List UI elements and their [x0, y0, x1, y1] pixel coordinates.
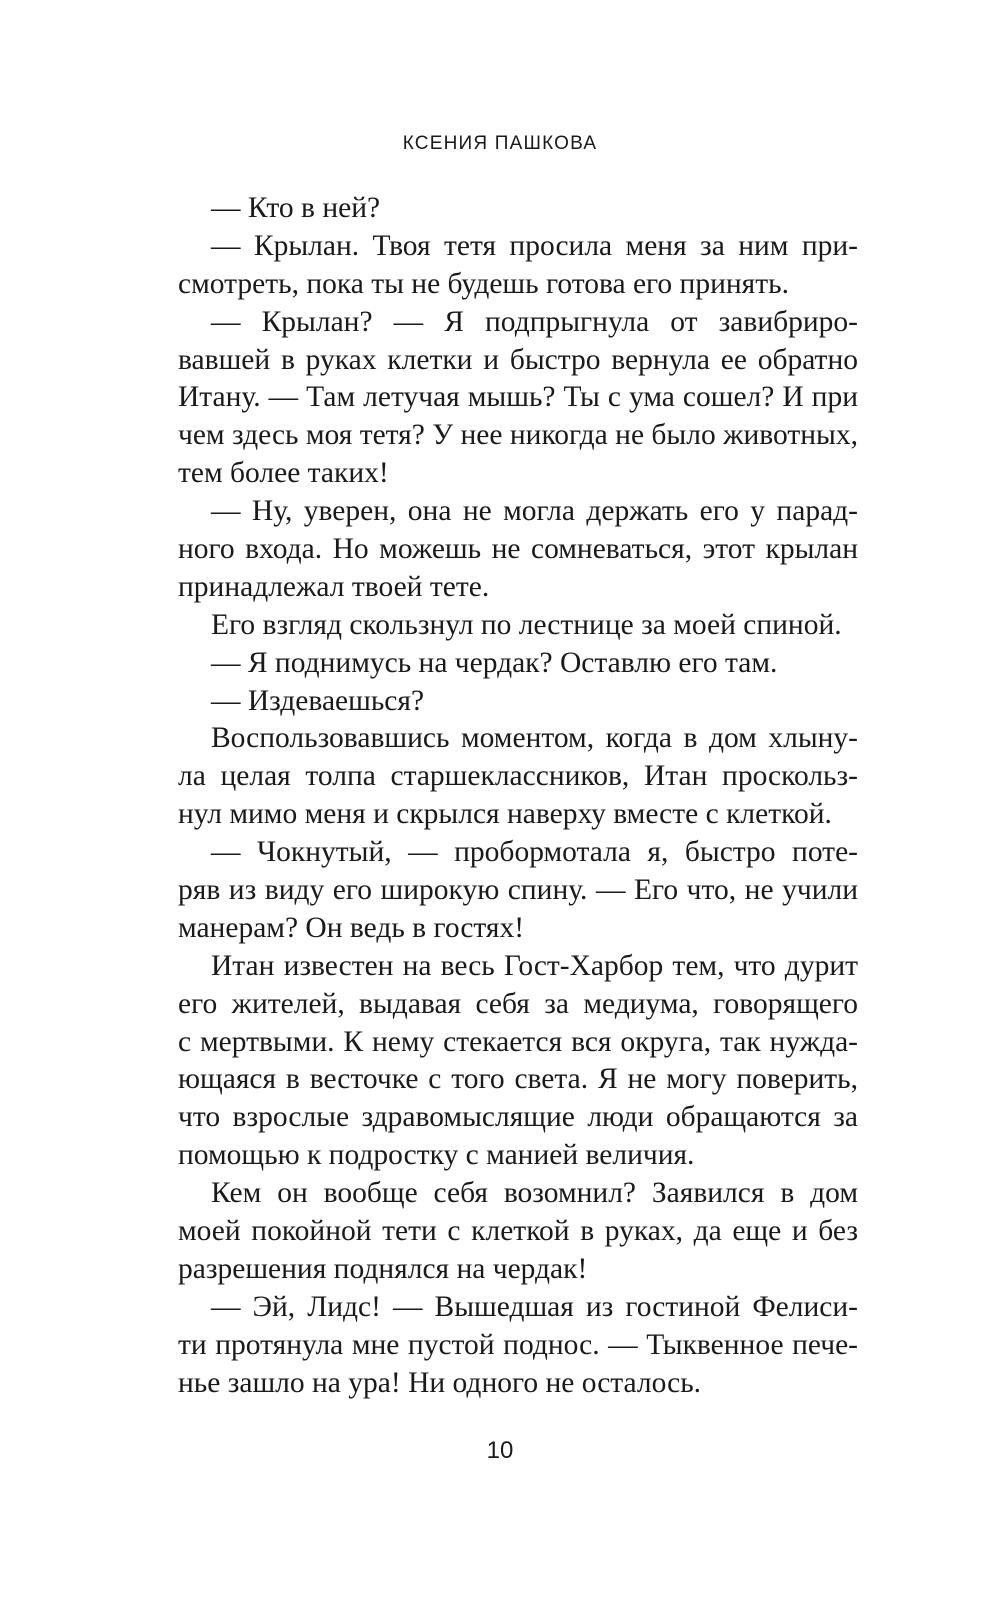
text-line: тем более таких! [178, 457, 389, 490]
text-line: нье зашло на ура! Ни одного не осталось. [178, 1366, 702, 1399]
text-line: — Издеваешься? [211, 684, 425, 717]
text-line: нул мимо меня и скрылся наверху вместе с клеткой. [178, 798, 832, 831]
text-line: Итану. — Там летучая мышь? Ты с ума сошел? И при [178, 381, 858, 414]
text-line: чем здесь моя тетя? У нее никогда не было животных, [178, 419, 858, 452]
text-line: — Кто в ней? [211, 192, 381, 224]
text-line: ного входа. Но можешь не сомневаться, этот крылан [178, 533, 858, 566]
text-line: — Я поднимусь на чердак? Оставлю его там. [211, 646, 778, 679]
text-line: с мертвыми. К нему стекается вся округа, так нужда- [178, 1025, 858, 1058]
body-text [178, 190, 858, 1403]
text-line: ющаяся в весточке с того света. Я не могу поверить, [178, 1063, 858, 1096]
text-line: вавшей в руках клетки и быстро вернула ее обратно [178, 343, 858, 376]
running-header-author: КСЕНИЯ ПАШКОВА [402, 133, 598, 154]
text-line: Воспользовавшись моментом, когда в дом хлыну- [211, 722, 858, 755]
text-line: — Крылан? — Я подпрыгнула от завибриро- [211, 305, 858, 338]
text-line: помощью к подростку с манией величия. [178, 1139, 695, 1172]
text-line: манерам? Он ведь в гостях! [178, 911, 525, 944]
text-line: — Ну, уверен, она не могла держать его у парад- [211, 495, 858, 528]
text-line: — Эй, Лидс! — Вышедшая из гостиной Фелиси- [211, 1290, 858, 1323]
text-line: Итан известен на весь Гост-Харбор тем, что дурит [211, 949, 858, 982]
text-line: смотреть, пока ты не будешь готова его принять. [178, 267, 789, 300]
text-line: моей покойной тети с клеткой в руках, да еще и без [178, 1215, 858, 1248]
text-line: его жителей, выдавая себя за медиума, говорящего [178, 987, 858, 1020]
text-line: Кем он вообще себя возомнил? Заявился в дом [211, 1177, 858, 1210]
text-line: разрешения поднялся на чердак! [178, 1252, 588, 1285]
text-line: ти протянула мне пустой поднос. — Тыквенное пече- [178, 1328, 858, 1361]
text-line: — Чокнутый, — пробормотала я, быстро поте- [211, 836, 858, 869]
text-line: ряв из виду его широкую спину. — Его что, не учили [178, 874, 858, 907]
text-line: ла целая толпа старшеклассников, Итан проскольз- [178, 760, 858, 793]
text-line: что взрослые здравомыслящие люди обращаются за [178, 1101, 858, 1134]
text-line: Его взгляд скользнул по лестнице за моей спиной. [211, 608, 842, 641]
text-line: — Крылан. Твоя тетя просила меня за ним при- [211, 229, 858, 262]
text-line: принадлежал твоей тете. [178, 570, 490, 603]
page-number: 10 [486, 1437, 514, 1464]
